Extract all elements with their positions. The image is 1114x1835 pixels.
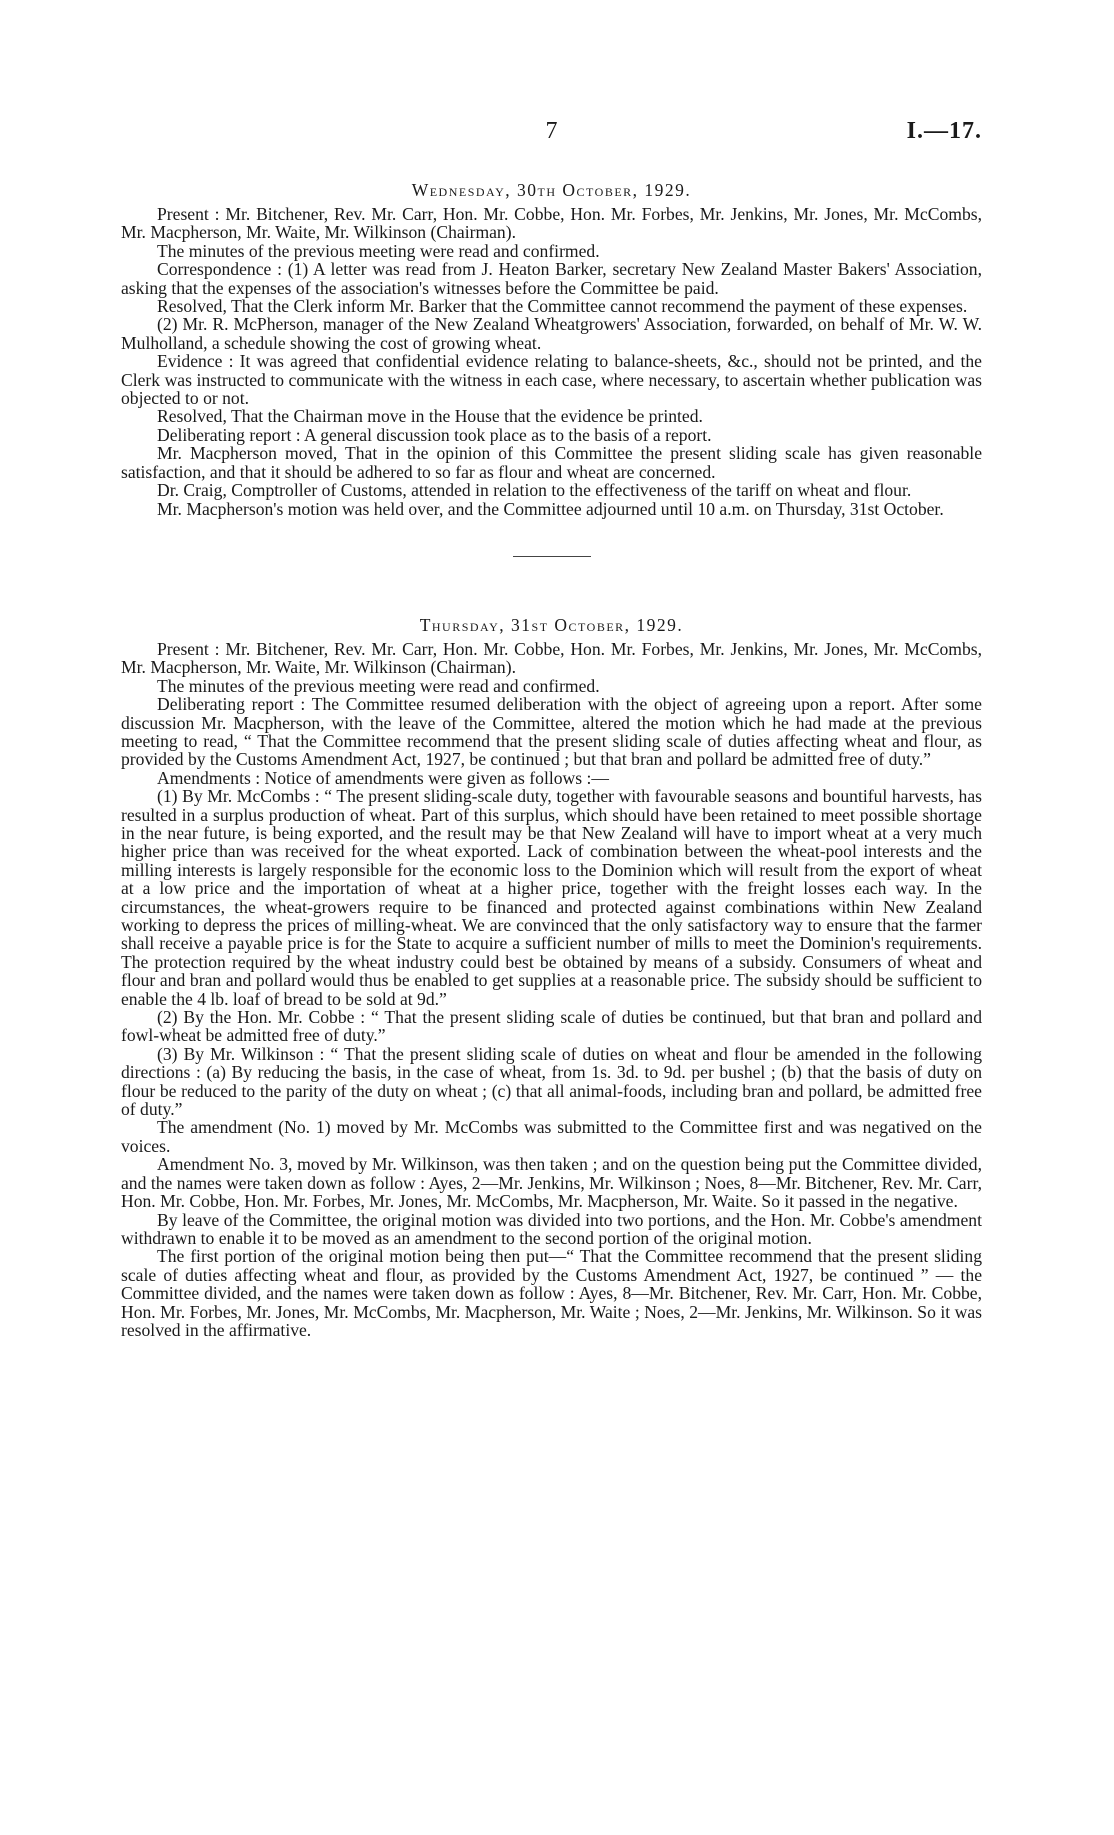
section-thursday [121,615,982,1339]
paragraph: The first portion of the original motion being then put—“ That the Committee recommend that the present sliding scale of duties affecting wheat and flour, as provided by the Customs Amendment Act, 1927, be continued ” — the Committee divided, and the names were taken down as follow : Ayes, 8—Mr. Bitchener, Rev. Mr. Carr, Hon. Mr. Cobbe, Hon. Mr. Forbes, Mr. Jones, Mr. McCombs, Mr. Macpherson, Mr. Waite ; Noes, 2—Mr. Jenkins, Mr. Wilkinson. So it was resolved in the affirmative. [121,1246,982,1340]
paragraph: The minutes of the previous meeting were read and confirmed. [157,240,600,261]
section-divider [513,556,591,557]
paragraph: Deliberating report : The Committee resumed deliberation with the object of agreeing upon a report. After some discussion Mr. Macpherson, with the leave of the Committee, altered the motion which he had made at the previous meeting to read, “ That the Committee recommend that the present sliding scale of duties affecting wheat and flour, as provided by the Customs Amendment Act, 1927, be continued ; but that bran and pollard be admitted free of duty.” [121,694,982,770]
paragraph: The minutes of the previous meeting were read and confirmed. [157,675,600,696]
paragraph: By leave of the Committee, the original motion was divided into two portions, and the Hon. Mr. Cobbe's amendment withdrawn to enable it to be moved as an amendment to the second portion of the original motion. [121,1209,982,1248]
paragraph: (3) By Mr. Wilkinson : “ That the present sliding scale of duties on wheat and flour be amended in the following directions : (a) By reducing the basis, in the case of wheat, from 1s. 3d. to 9d. per bushel ; (b) that the basis of duty on flour be reduced to the parity of the duty on wheat ; (c) that all animal-foods, including bran and pollard, be admitted free of duty.” [121,1043,982,1120]
paper-reference: I.—17. [906,118,982,144]
page-number: 7 [545,118,558,144]
paragraph: Deliberating report : A general discussion took place as to the basis of a report. [157,424,712,445]
paragraph: Dr. Craig, Comptroller of Customs, attended in relation to the effectiveness of the tariff on wheat and flour. [157,480,912,501]
paragraph: Amendment No. 3, moved by Mr. Wilkinson, was then taken ; and on the question being put the Committee divided, and the names were taken down as follow : Ayes, 2—Mr. Jenkins, Mr. Wilkinson ; Noes, 8—Mr. Bitchener, Rev. Mr. Carr, Hon. Mr. Cobbe, Hon. Mr. Forbes, Mr. Jones, Mr. McCombs, Mr. Macpherson, Mr. Waite. So it passed in the negative. [121,1154,982,1212]
paragraph: (1) By Mr. McCombs : “ The present sliding-scale duty, together with favourable seasons and bountiful harvests, has resulted in a surplus production of wheat. Part of this surplus, which should have been retained to meet possible shortage in the near future, is being exported, and the result may be that New Zealand will have to import wheat at a very much higher price than was received for the wheat exported. Lack of combination between the wheat-pool interests and the milling interests is largely responsible for the economic loss to the Dominion which will result from the export of wheat at a low price and the importation of wheat at a higher price, together with the freight losses each way. In the circumstances, the wheat-growers require to be financed and protected against combinations within New Zealand working to depress the prices of milling-wheat. We are convinced that the only satisfactory way to ensure that the farmer shall receive a payable price is for the State to acquire a sufficient number of mills to meet the Dominion's requirements. The protection required by the wheat industry could best be obtained by means of a subsidy. Consumers of wheat and flour and bran and pollard would thus be enabled to get supplies at a reasonable price. The subsidy should be sufficient to enable the 4 lb. loaf of bread to be sold at 9d.” [121,786,982,1009]
paragraph: (2) By the Hon. Mr. Cobbe : “ That the present sliding scale of duties be continued, but that bran and pollard and fowl-wheat be admitted free of duty.” [121,1007,982,1046]
paragraph: Correspondence : (1) A letter was read from J. Heaton Barker, secretary New Zealand Master Bakers' Association, asking that the expenses of the association's witnesses before the Committee be paid. [121,259,982,298]
paragraph: Mr. Macpherson moved, That in the opinion of this Committee the present sliding scale has given reasonable satisfaction, and that it should be adhered to so far as flour and wheat are concerned. [121,443,982,482]
paragraph: Amendments : Notice of amendments were given as follows :— [157,767,609,788]
paragraph: Resolved, That the Chairman move in the House that the evidence be printed. [157,406,703,427]
paragraph: Present : Mr. Bitchener, Rev. Mr. Carr, Hon. Mr. Cobbe, Hon. Mr. Forbes, Mr. Jenkins, Mr. Jones, Mr. McCombs, Mr. Macpherson, Mr. Waite, Mr. Wilkinson (Chairman). [121,204,982,243]
page-header [121,0,982,150]
paragraph: Present : Mr. Bitchener, Rev. Mr. Carr, Hon. Mr. Cobbe, Hon. Mr. Forbes, Mr. Jenkins, Mr. Jones, Mr. McCombs, Mr. Macpherson, Mr. Waite, Mr. Wilkinson (Chairman). [121,638,982,678]
section-wednesday [121,180,982,518]
paragraph: Evidence : It was agreed that confidential evidence relating to balance-sheets, &c., should not be printed, and the Clerk was instructed to communicate with the witness in each case, where necessary, to ascertain whether publication was objected to or not. [121,351,982,409]
section-title: Thursday, 31st October, 1929. [419,614,684,635]
paragraph: Resolved, That the Clerk inform Mr. Barker that the Committee cannot recommend the payment of these expenses. [157,296,968,317]
paragraph: (2) Mr. R. McPherson, manager of the New Zealand Wheatgrowers' Association, forwarded, on behalf of Mr. W. W. Mulholland, a schedule showing the cost of growing wheat. [121,314,982,353]
paragraph: The amendment (No. 1) moved by Mr. McCombs was submitted to the Committee first and was negatived on the voices. [121,1117,982,1156]
section-title: Wednesday, 30th October, 1929. [411,180,692,200]
paragraph: Mr. Macpherson's motion was held over, and the Committee adjourned until 10 a.m. on Thursday, 31st October. [157,498,944,519]
